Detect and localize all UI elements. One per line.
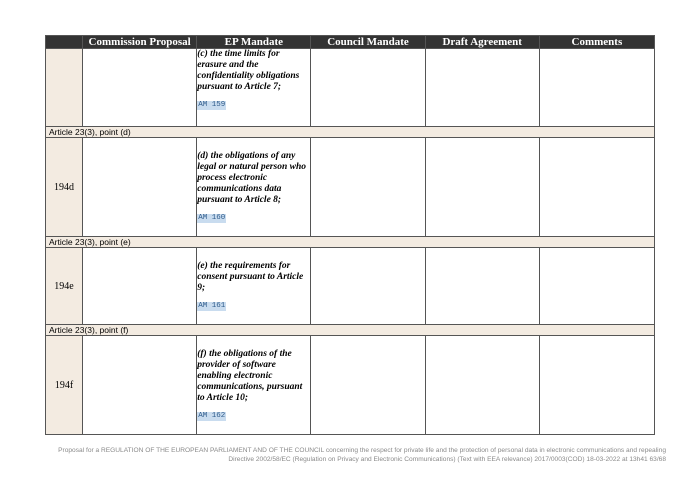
header-draft-agreement: Draft Agreement xyxy=(425,36,539,49)
row-number: 194f xyxy=(46,336,83,435)
ep-mandate-cell xyxy=(197,336,311,435)
draft-agreement-cell xyxy=(425,248,539,325)
section-label: Article 23(3), point (f) xyxy=(46,325,655,336)
amendment-link[interactable]: AM 161 xyxy=(198,301,226,310)
page-footer xyxy=(40,446,666,464)
ep-mandate-cell xyxy=(197,248,311,325)
footer-line-2: Directive 2002/58/EC (Regulation on Privacy and Electronic Communications) (Text with EEA relevance) 2017/0003(COD) 18-03-2022 at 13h41 63/68 xyxy=(228,456,666,463)
header-row xyxy=(46,36,655,49)
section-row xyxy=(46,127,655,138)
header-council-mandate: Council Mandate xyxy=(311,36,425,49)
row-number: 194d xyxy=(46,138,83,237)
ep-mandate-text: (e) the requirements for consent pursuant to Article 9; xyxy=(197,260,304,293)
commission-proposal-cell xyxy=(83,248,197,325)
comments-cell xyxy=(539,248,654,325)
council-mandate-cell xyxy=(311,336,425,435)
draft-agreement-cell xyxy=(425,138,539,237)
ep-mandate-cell xyxy=(197,138,311,237)
ep-mandate-text: (d) the obligations of any legal or natural person who process electronic communications data pursuant to Article 8; xyxy=(197,150,306,205)
section-row xyxy=(46,325,655,336)
table-row xyxy=(46,49,655,127)
draft-agreement-cell xyxy=(425,336,539,435)
section-label: Article 23(3), point (d) xyxy=(46,127,655,138)
commission-proposal-cell xyxy=(83,336,197,435)
header-comments: Comments xyxy=(539,36,654,49)
comments-cell xyxy=(539,49,654,127)
table-row xyxy=(46,248,655,325)
ep-mandate-text: (f) the obligations of the provider of software enabling electronic communications, pursuant to Article 10; xyxy=(197,348,303,403)
row-number xyxy=(46,49,83,127)
commission-proposal-cell xyxy=(83,49,197,127)
header-number xyxy=(46,36,83,49)
draft-agreement-cell xyxy=(425,49,539,127)
amendment-link[interactable]: AM 160 xyxy=(198,213,226,222)
section-label: Article 23(3), point (e) xyxy=(46,237,655,248)
amendment-link[interactable]: AM 162 xyxy=(198,411,226,420)
row-number: 194e xyxy=(46,248,83,325)
footer-line-1: Proposal for a REGULATION OF THE EUROPEAN PARLIAMENT AND OF THE COUNCIL concerning the respect for private life and the protection of personal data in electronic communications and repealing xyxy=(58,447,666,454)
header-ep-mandate: EP Mandate xyxy=(197,36,311,49)
ep-mandate-cell xyxy=(197,49,311,127)
comparison-table xyxy=(45,35,655,435)
council-mandate-cell xyxy=(311,49,425,127)
council-mandate-cell xyxy=(311,138,425,237)
section-row xyxy=(46,237,655,248)
comments-cell xyxy=(539,138,654,237)
council-mandate-cell xyxy=(311,248,425,325)
header-commission-proposal: Commission Proposal xyxy=(83,36,197,49)
table-row xyxy=(46,138,655,237)
table-row xyxy=(46,336,655,435)
comments-cell xyxy=(539,336,654,435)
ep-mandate-text: (c) the time limits for erasure and the confidentiality obligations pursuant to Article 7; xyxy=(197,49,300,92)
commission-proposal-cell xyxy=(83,138,197,237)
amendment-link[interactable]: AM 159 xyxy=(198,101,226,109)
